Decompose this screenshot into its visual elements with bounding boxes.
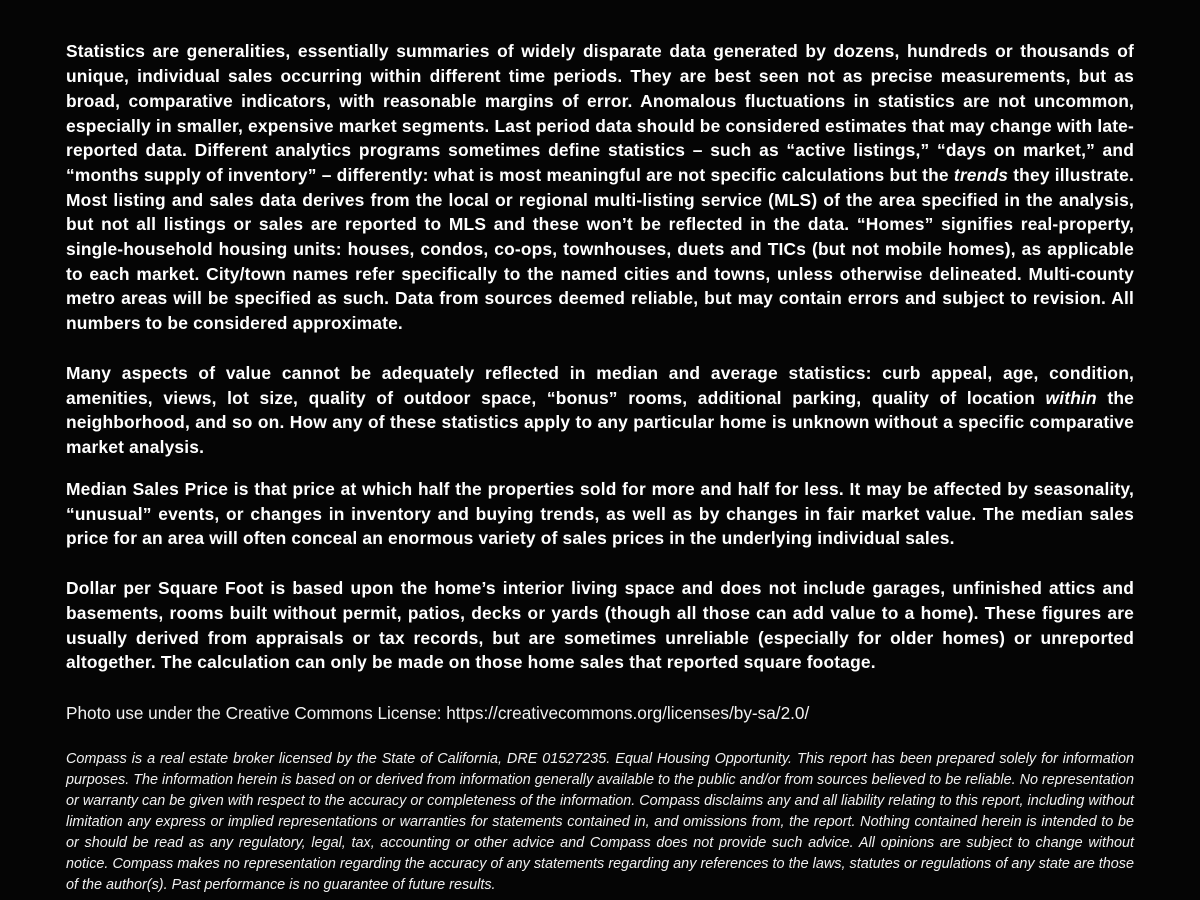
paragraph-aspects-part-2: the neighborhood, and so on. How any of these statistics apply to any particular home is unknown without a specific comparative market analysis. xyxy=(66,387,1134,457)
paragraph-statistics-part-2: they illustrate. Most listing and sales data derives from the local or regional multi-listing service (MLS) of the area specified in the analysis, but not all listings or sales are reported to MLS and these won’t be reflected in the data. “Homes” signifies real-property, single-household housing units: houses, condos, co-ops, townhouses, duets and TICs (but not mobile homes), as applicable to each market. City/town names refer specifically to the named cities and towns, unless otherwise delineated. Multi-county metro areas will be specified as such. Data from sources deemed reliable, but may contain errors and subject to revision. All numbers to be considered approximate. xyxy=(66,164,1135,334)
paragraph-dollar-per-square-foot: Dollar per Square Foot is based upon the home’s interior living space and does not include garages, unfinished attics and basements, rooms built without permit, patios, decks or yards (though all those can add value to a home). These figures are usually derived from appraisals or tax records, but are sometimes unreliable (especially for older homes) or unreported altogether. The calculation can only be made on those home sales that reported square footage. xyxy=(66,578,1134,673)
emphasis-trends: trends xyxy=(953,164,1009,185)
emphasis-within: within xyxy=(1045,387,1097,408)
paragraph-median-sales-price: Median Sales Price is that price at which half the properties sold for more and half for less. It may be affected by seasonality, “unusual” events, or changes in inventory and buying trends, as well as by changes in fair market value. The median sales price for an area will often conceal an enormous variety of sales prices in the underlying individual sales. xyxy=(66,479,1134,549)
photo-credit-line: Photo use under the Creative Commons License: https://creativecommons.org/licenses/by-sa/2.0/ xyxy=(66,702,810,723)
paragraph-statistics-part-1: Statistics are generalities, essentially summaries of widely disparate data generated by dozens, hundreds or thousands of unique, individual sales occurring within different time periods. They are best seen not as precise measurements, but as broad, comparative indicators, with reasonable margins of error. Anomalous fluctuations in statistics are not uncommon, especially in smaller, expensive market segments. Last period data should be considered estimates that may change with late-reported data. Different analytics programs sometimes define statistics – such as “active listings,” “days on market,” and “months supply of inventory” – differently: what is most meaningful are not specific calculations but the xyxy=(66,41,1134,185)
paragraph-aspects-part-1: Many aspects of value cannot be adequately reflected in median and average statistics: curb appeal, age, condition, amenities, views, lot size, quality of outdoor space, “bonus” rooms, additional parking, quality of location xyxy=(66,362,1134,408)
legal-disclaimer: Compass is a real estate broker licensed by the State of California, DRE 01527235. Equal Housing Opportunity. This report has been prepared solely for information purposes. The information herein is based on or derived from information generally available to the public and/or from sources believed to be reliable. No representation or warranty can be given with respect to the accuracy or completeness of the information. Compass disclaims any and all liability relating to this report, including without limitation any express or implied representations or warranties for statements contained in, and omissions from, the report. Nothing contained herein is intended to be or should be read as any regulatory, legal, tax, accounting or other advice and Compass does not provide such advice. All opinions are subject to change without notice. Compass makes no representation regarding the accuracy of any statements regarding any references to the laws, statutes or regulations of any state are those of the author(s). Past performance is no guarantee of future results. xyxy=(66,751,1134,894)
paragraph-aspects-of-value xyxy=(66,361,1134,460)
paragraph-statistics-disclaimer xyxy=(66,39,1134,335)
